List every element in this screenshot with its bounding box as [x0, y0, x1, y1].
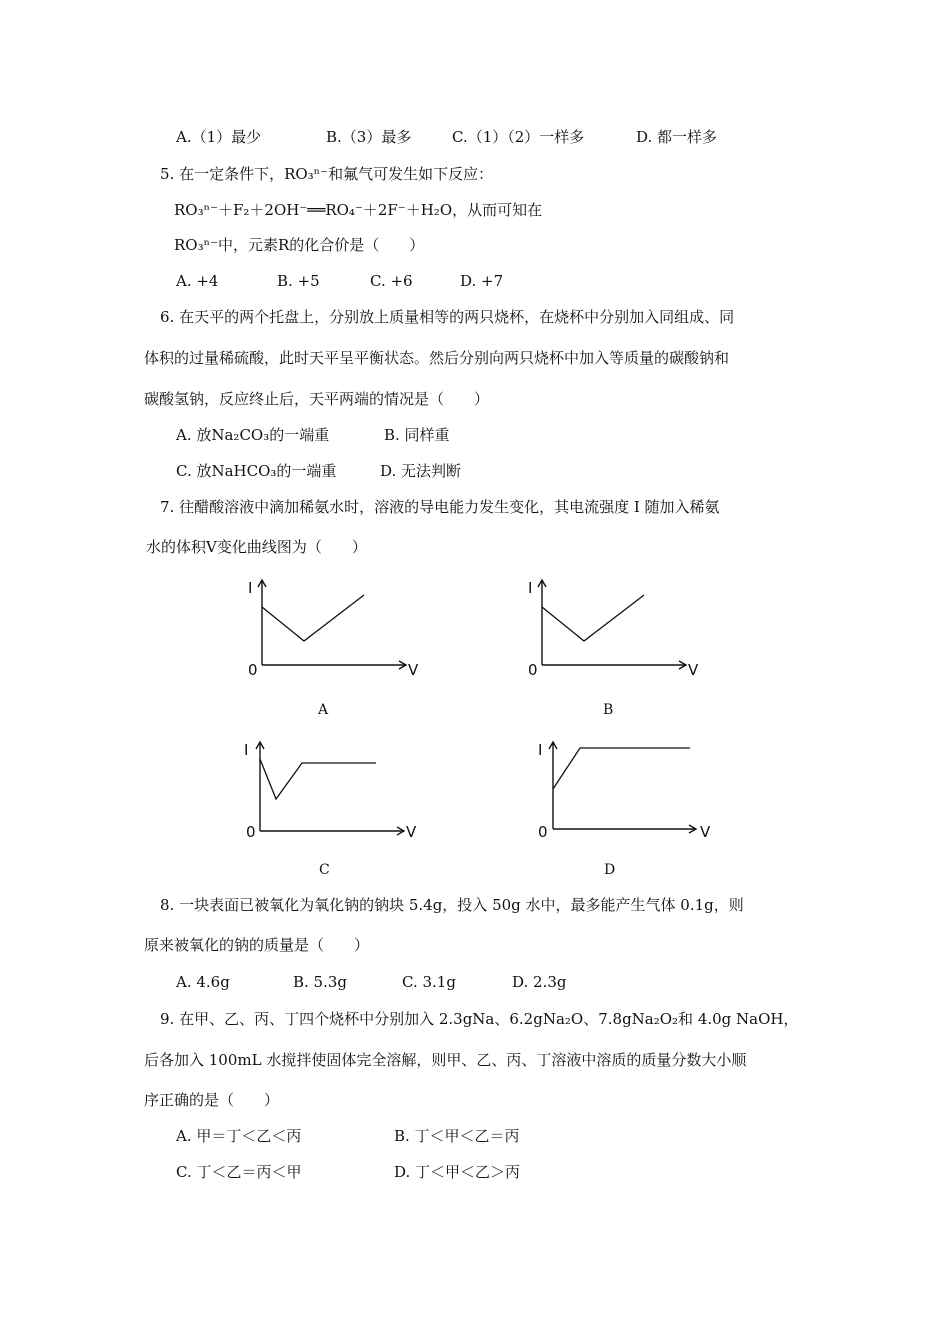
q5-option-d: D. +7 — [460, 272, 504, 290]
q9-line-1: 9. 在甲、乙、丙、丁四个烧杯中分别加入 2.3gNa、6.2gNa₂O、7.8gNa₂O₂和 4.0g NaOH， — [160, 1010, 799, 1028]
q9-option-a: A. 甲＝丁＜乙＜丙 — [176, 1127, 302, 1145]
q9-option-b: B. 丁＜甲＜乙＝丙 — [394, 1127, 520, 1145]
graph-a-x-label: V — [408, 661, 419, 679]
q5-stem: 5. 在一定条件下，RO₃ⁿ⁻和氟气可发生如下反应： — [160, 165, 494, 183]
q8-line-1: 8. 一块表面已被氧化为氧化钠的钠块 5.4g，投入 50g 水中，最多能产生气体 0.1g，则 — [160, 896, 744, 914]
q6-option-c: C. 放NaHCO₃的一端重 — [176, 462, 337, 480]
graph-d-origin: 0 — [538, 823, 548, 841]
graph-c-x-label: V — [406, 823, 417, 841]
q6-line-1: 6. 在天平的两个托盘上，分别放上质量相等的两只烧杯，在烧杯中分别加入同组成、同 — [160, 308, 735, 326]
q5-stem-2: RO₃ⁿ⁻中，元素R的化合价是（ ） — [174, 236, 425, 254]
graph-b-x-label: V — [688, 661, 699, 679]
q6-option-a: A. 放Na₂CO₃的一端重 — [176, 426, 330, 444]
graph-c-curve — [260, 759, 376, 799]
graph-b-origin: 0 — [528, 661, 538, 679]
q8-option-c: C. 3.1g — [402, 973, 456, 991]
graph-a-origin: 0 — [248, 661, 258, 679]
graph-d-curve — [553, 748, 690, 789]
q4-option-a: A.（1）最少 — [176, 128, 262, 146]
q4-option-c: C.（1）（2）一样多 — [452, 128, 585, 146]
graph-d-y-label: I — [538, 741, 543, 759]
q9-option-d: D. 丁＜甲＜乙＞丙 — [394, 1163, 521, 1181]
q6-option-b: B. 同样重 — [384, 426, 450, 444]
graph-b-y-label: I — [528, 579, 533, 597]
q5-option-c: C. +6 — [370, 272, 413, 290]
graph-b — [520, 575, 710, 685]
graph-a-curve — [262, 595, 364, 641]
q8-line-2: 原来被氧化的钠的质量是（ ） — [144, 936, 370, 954]
q8-option-a: A. 4.6g — [176, 973, 230, 991]
graph-c-y-label: I — [244, 741, 249, 759]
q9-line-3: 序正确的是（ ） — [144, 1091, 280, 1109]
q7-line-1: 7. 往醋酸溶液中滴加稀氨水时，溶液的导电能力发生变化，其电流强度 I 随加入稀氨 — [160, 498, 720, 516]
graph-b-label: B — [603, 702, 614, 718]
q9-line-2: 后各加入 100mL 水搅拌使固体完全溶解，则甲、乙、丙、丁溶液中溶质的质量分数大小顺 — [144, 1051, 747, 1069]
graph-c — [240, 737, 430, 847]
graph-a — [240, 575, 430, 685]
q6-option-d: D. 无法判断 — [380, 462, 462, 480]
graph-d-label: D — [604, 862, 616, 878]
q7-line-2: 水的体积V变化曲线图为（ ） — [146, 538, 367, 556]
q8-option-b: B. 5.3g — [293, 973, 348, 991]
graph-a-y-label: I — [248, 579, 253, 597]
graph-c-origin: 0 — [246, 823, 256, 841]
q4-option-b: B.（3）最多 — [326, 128, 412, 146]
q9-option-c: C. 丁＜乙＝丙＜甲 — [176, 1163, 302, 1181]
q5-option-b: B. +5 — [277, 272, 320, 290]
q4-option-d: D. 都一样多 — [636, 128, 718, 146]
graph-d-x-label: V — [700, 823, 710, 841]
q6-line-2: 体积的过量稀硫酸，此时天平呈平衡状态。然后分别向两只烧杯中加入等质量的碳酸钠和 — [144, 349, 730, 367]
graph-c-label: C — [319, 862, 330, 878]
graph-b-curve — [542, 595, 644, 641]
graph-d — [520, 737, 710, 847]
q5-equation: RO₃ⁿ⁻＋F₂＋2OH⁻══RO₄⁻＋2F⁻＋H₂O，从而可知在 — [174, 201, 543, 219]
q6-line-3: 碳酸氢钠，反应终止后，天平两端的情况是（ ） — [144, 390, 490, 408]
q5-option-a: A. +4 — [176, 272, 219, 290]
graph-a-label: A — [318, 702, 329, 718]
q8-option-d: D. 2.3g — [512, 973, 567, 991]
